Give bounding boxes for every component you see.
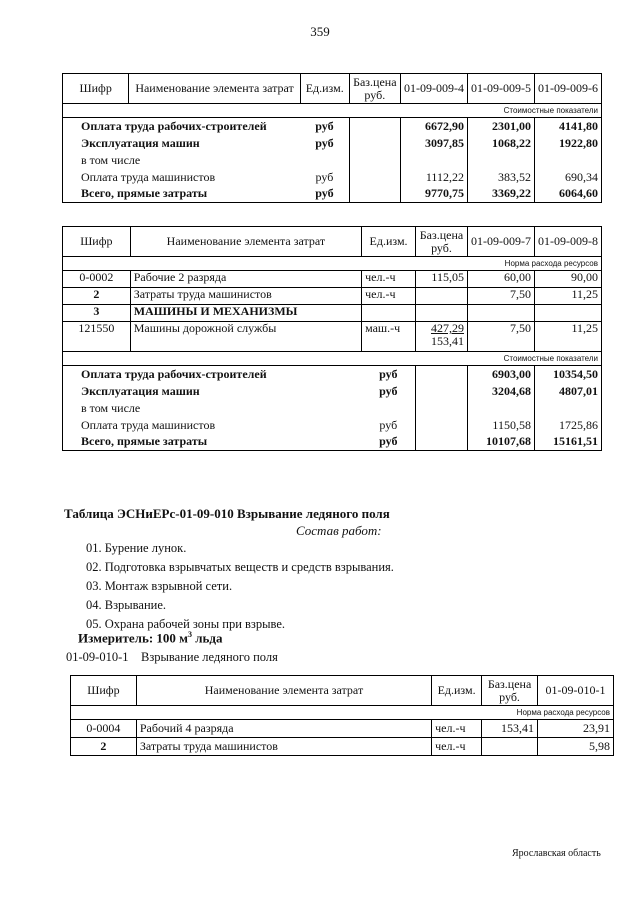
header-col-1: 01-09-009-7: [467, 227, 534, 257]
row-code: 121550: [63, 322, 131, 352]
row-price: [349, 135, 400, 152]
row-value: [467, 152, 534, 169]
row-value: 23,91: [538, 720, 614, 738]
row-value: 11,25: [534, 322, 601, 352]
section-label: Норма расхода ресурсов: [71, 706, 614, 720]
row-unit: чел.-ч: [362, 288, 416, 305]
row-value: 1922,80: [534, 135, 601, 152]
row-value: 10354,50: [534, 366, 601, 383]
table-row: [63, 169, 602, 186]
table-row: [63, 288, 602, 305]
price-value-secondary: 153,41: [430, 334, 464, 348]
item-code: 01-09-010-1: [66, 650, 129, 664]
row-name: Эксплуатация машин: [63, 135, 301, 152]
row-value: 1068,22: [467, 135, 534, 152]
row-price: 153,41: [482, 720, 538, 738]
section-label: Стоимостные показатели: [63, 104, 602, 118]
row-value: [534, 305, 601, 322]
header-unit: Ед.изм.: [432, 676, 482, 706]
item-heading: [66, 650, 278, 665]
row-value: 4807,01: [534, 383, 601, 400]
row-value: [534, 400, 601, 417]
row-name: Всего, прямые затраты: [63, 186, 301, 203]
row-value: [400, 152, 467, 169]
row-price: [349, 169, 400, 186]
table-row: [63, 434, 602, 451]
row-unit: руб: [300, 186, 349, 203]
table3-rows: [71, 720, 614, 756]
header-name: Наименование элемента затрат: [129, 74, 300, 104]
row-name: Рабочий 4 разряда: [136, 720, 431, 738]
header-col-3: 01-09-009-6: [534, 74, 601, 104]
price-value: 427,29: [430, 321, 464, 335]
row-unit: [362, 305, 416, 322]
meter-line: [78, 630, 223, 646]
row-value: 9770,75: [400, 186, 467, 203]
table-row: [63, 305, 602, 322]
table-row: [63, 118, 602, 135]
cost-table-01-09-009-4-6: [62, 73, 602, 203]
row-code: 3: [63, 305, 131, 322]
row-value: 1150,58: [467, 417, 534, 434]
row-name: Оплата труда рабочих-строителей: [63, 366, 362, 383]
header-price: Баз.цена руб.: [482, 676, 538, 706]
work-item: 01. Бурение лунок.: [86, 541, 187, 555]
table-row: [63, 366, 602, 383]
row-name: Затраты труда машинистов: [136, 738, 431, 756]
row-name: в том числе: [63, 400, 362, 417]
row-unit: руб: [362, 434, 416, 451]
row-value: 690,34: [534, 169, 601, 186]
row-value: 6064,60: [534, 186, 601, 203]
row-value: 3369,22: [467, 186, 534, 203]
row-price: [349, 152, 400, 169]
composition-title: Состав работ:: [296, 523, 382, 538]
row-unit: руб: [300, 118, 349, 135]
table-row: [63, 271, 602, 288]
row-value: 6672,90: [400, 118, 467, 135]
table-row: [63, 400, 602, 417]
row-name: Эксплуатация машин: [63, 383, 362, 400]
row-value: 10107,68: [467, 434, 534, 451]
row-value: 383,52: [467, 169, 534, 186]
row-price: [349, 186, 400, 203]
header-col-2: 01-09-009-5: [467, 74, 534, 104]
row-unit: чел.-ч: [432, 738, 482, 756]
row-value: [467, 400, 534, 417]
header-code: Шифр: [71, 676, 137, 706]
row-code: 2: [71, 738, 137, 756]
row-name: Машины дорожной службы: [130, 322, 361, 352]
table1-rows: [63, 118, 602, 203]
row-value: 6903,00: [467, 366, 534, 383]
cost-table-01-09-009-7-8: [62, 226, 602, 451]
row-value: 4141,80: [534, 118, 601, 135]
row-value: 60,00: [467, 271, 534, 288]
row-unit: чел.-ч: [432, 720, 482, 738]
row-price: [349, 118, 400, 135]
row-price: [416, 288, 468, 305]
row-code: 0-0002: [63, 271, 131, 288]
row-price: [416, 417, 468, 434]
header-unit: Ед.изм.: [362, 227, 416, 257]
header-code: Шифр: [63, 227, 131, 257]
row-code: 0-0004: [71, 720, 137, 738]
table2-resource-rows: [63, 271, 602, 352]
row-unit: руб: [362, 417, 416, 434]
row-unit: чел.-ч: [362, 271, 416, 288]
row-price: [416, 383, 468, 400]
table-row: [63, 186, 602, 203]
row-code: 2: [63, 288, 131, 305]
table-row: [71, 738, 614, 756]
row-price: [416, 366, 468, 383]
row-price: [416, 434, 468, 451]
row-unit: руб: [300, 135, 349, 152]
row-price: [416, 400, 468, 417]
row-value: 7,50: [467, 288, 534, 305]
work-item: 02. Подготовка взрывчатых веществ и средств взрывания.: [86, 560, 394, 574]
header-col-1: 01-09-009-4: [400, 74, 467, 104]
row-name: Оплата труда машинистов: [63, 417, 362, 434]
row-value: [467, 305, 534, 322]
row-name: Всего, прямые затраты: [63, 434, 362, 451]
header-code: Шифр: [63, 74, 129, 104]
row-name: МАШИНЫ И МЕХАНИЗМЫ: [130, 305, 361, 322]
row-unit: [362, 400, 416, 417]
row-value: [534, 152, 601, 169]
row-value: 7,50: [467, 322, 534, 352]
table-row: [63, 322, 602, 352]
page-number: 359: [310, 24, 330, 39]
row-name: Затраты труда машинистов: [130, 288, 361, 305]
table-row: [63, 135, 602, 152]
header-col-2: 01-09-009-8: [534, 227, 601, 257]
row-name: в том числе: [63, 152, 301, 169]
header-price: Баз.цена руб.: [349, 74, 400, 104]
row-unit: руб: [362, 366, 416, 383]
work-item: 03. Монтаж взрывной сети.: [86, 579, 233, 593]
table-row: [63, 383, 602, 400]
table-row: [63, 417, 602, 434]
row-unit: маш.-ч: [362, 322, 416, 352]
header-price: Баз.цена руб.: [416, 227, 468, 257]
row-price: [416, 322, 468, 352]
item-name: Взрывание ледяного поля: [141, 650, 278, 664]
row-unit: руб: [300, 169, 349, 186]
price-value: 115,05: [431, 270, 464, 284]
table-row: [63, 152, 602, 169]
row-unit: руб: [362, 383, 416, 400]
row-value: 1112,22: [400, 169, 467, 186]
row-name: Оплата труда машинистов: [63, 169, 301, 186]
row-name: Рабочие 2 разряда: [130, 271, 361, 288]
resource-table-01-09-010-1: [70, 675, 614, 756]
row-value: 2301,00: [467, 118, 534, 135]
row-value: 11,25: [534, 288, 601, 305]
meter-suffix: льда: [192, 630, 223, 646]
row-value: 5,98: [538, 738, 614, 756]
row-unit: [300, 152, 349, 169]
table-row: [71, 720, 614, 738]
row-price: [416, 305, 468, 322]
header-name: Наименование элемента затрат: [130, 227, 361, 257]
section-label-costs: Стоимостные показатели: [63, 352, 602, 366]
row-value: 3097,85: [400, 135, 467, 152]
header-col-1: 01-09-010-1: [538, 676, 614, 706]
row-price: [482, 738, 538, 756]
row-value: 1725,86: [534, 417, 601, 434]
row-price: [416, 271, 468, 288]
table2-cost-rows: [63, 366, 602, 451]
header-name: Наименование элемента затрат: [136, 676, 431, 706]
footer-region: Ярославская область: [512, 848, 601, 859]
row-value: 90,00: [534, 271, 601, 288]
row-name: Оплата труда рабочих-строителей: [63, 118, 301, 135]
row-value: 3204,68: [467, 383, 534, 400]
work-item: 05. Охрана рабочей зоны при взрыве.: [86, 617, 285, 631]
row-value: 15161,51: [534, 434, 601, 451]
work-item: 04. Взрывание.: [86, 598, 167, 612]
meter-label: Измеритель: 100 м: [78, 630, 189, 646]
section-label-norms: Норма расхода ресурсов: [63, 257, 602, 271]
header-unit: Ед.изм.: [300, 74, 349, 104]
section-title: Таблица ЭСНиЕРс-01-09-010 Взрывание ледяного поля: [64, 506, 390, 521]
meter-sup: 3: [188, 630, 193, 639]
